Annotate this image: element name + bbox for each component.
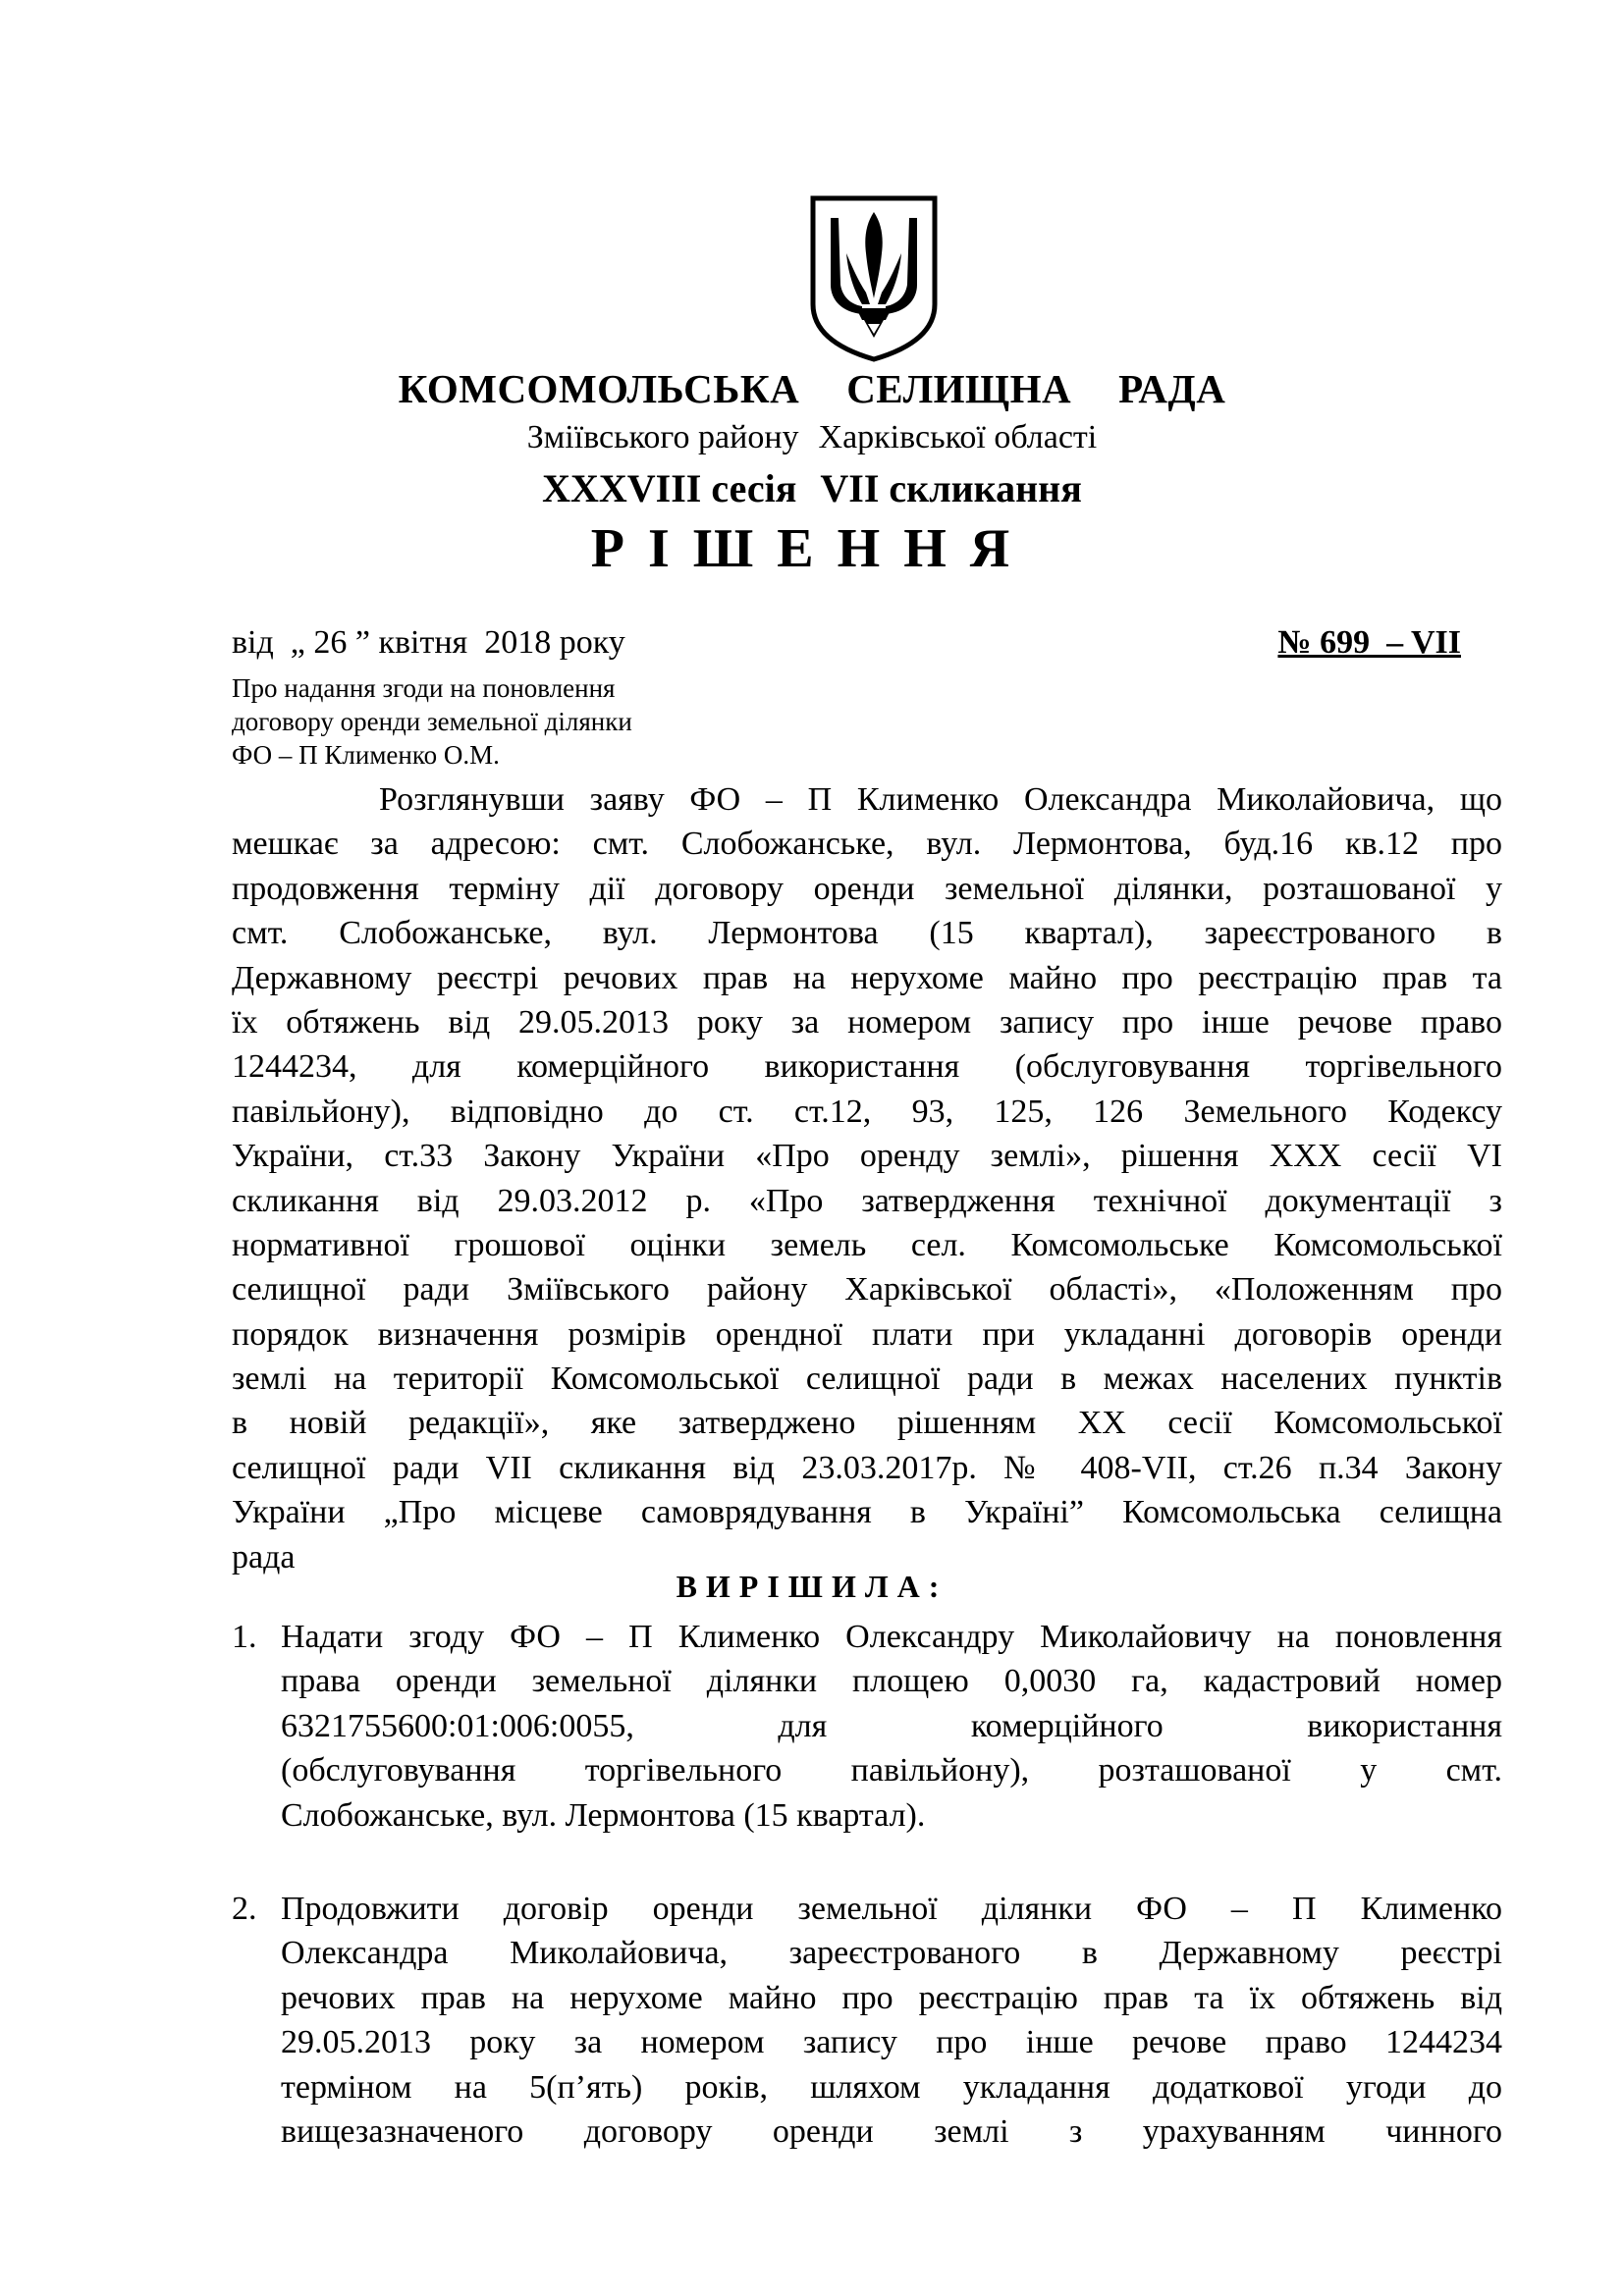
preamble-line: 1244234, для комерційного використання (обслуговування торгівельного	[232, 1048, 1502, 1086]
resolution-item	[232, 1615, 1502, 1838]
subject-line: договору оренди земельної ділянки	[232, 707, 632, 736]
item-line: 6321755600:01:006:0055, для комерційного використання	[281, 1707, 1502, 1744]
preamble-line: селищної ради VII скликання від 23.03.2017р. № 408-VII, ст.26 п.34 Закону	[232, 1449, 1502, 1486]
preamble-line: рада	[232, 1538, 296, 1575]
date-number-row	[232, 624, 1461, 667]
item-line: речових прав на нерухоме майно про реєстрацію прав та їх обтяжень від	[281, 1979, 1502, 2016]
preamble-line: нормативної грошової оцінки земель сел. Комсомольське Комсомольської	[232, 1226, 1502, 1263]
convocation: VII скликання	[820, 466, 1082, 510]
preamble-paragraph	[232, 777, 1502, 1579]
decision-subject	[232, 671, 632, 772]
preamble-line: павільйону), відповідно до ст. ст.12, 93, 125, 126 Земельного Кодексу	[232, 1093, 1502, 1130]
council-name-word-1: КОМСОМОЛЬСЬКА	[398, 366, 800, 411]
district-region-line	[0, 419, 1624, 456]
decision-number: № 699 – VII	[1277, 624, 1461, 661]
preamble-line: смт. Слобожанське, вул. Лермонтова (15 квартал), зареєстрованого в	[232, 915, 1502, 952]
preamble-line: Державному реєстрі речових прав на нерухоме майно про реєстрацію прав та	[232, 959, 1502, 996]
preamble-line: порядок визначення розмірів орендної плати при укладанні договорів оренди	[232, 1315, 1502, 1353]
coat-of-arms-icon	[807, 194, 941, 363]
region: Харківської області	[818, 419, 1098, 455]
item-line: вищезазначеного договору оренди землі з урахуванням чинного	[281, 2112, 1502, 2150]
item-line: Надати згоду ФО – П Клименко Олександру Миколайовичу на поновлення	[281, 1619, 1502, 1655]
district: Зміївського району	[526, 419, 799, 455]
decision-date: від „ 26 ” квітня 2018 року	[232, 624, 625, 661]
resolution-item	[232, 1887, 1502, 2154]
item-line: (обслуговування торгівельного павільйону), розташованої у смт.	[281, 1752, 1502, 1789]
council-name-word-2: СЕЛИЩНА	[846, 366, 1072, 411]
document-title: РІШЕННЯ	[590, 518, 1034, 579]
council-name-word-3: РАДА	[1118, 366, 1226, 411]
preamble-line: селищної ради Зміївського району Харківської області», «Положенням про	[232, 1271, 1502, 1308]
preamble-line: Розглянувши заяву ФО – П Клименко Олександра Миколайовича, що	[379, 781, 1502, 818]
preamble-line: України, ст.33 Закону України «Про оренду землі», рішення XXX сесії VI	[232, 1138, 1502, 1175]
subject-line: Про надання згоди на поновлення	[232, 673, 616, 703]
council-name	[0, 365, 1624, 412]
item-number: 1.	[232, 1619, 257, 1655]
preamble-line: в новій редакції», яке затверджено рішенням XX сесії Комсомольської	[232, 1405, 1502, 1442]
session-line	[0, 465, 1624, 511]
preamble-line: України „Про місцеве самоврядування в Україні” Комсомольська селищна	[232, 1494, 1502, 1531]
resolved-heading: ВИРІШИЛА:	[676, 1569, 948, 1604]
item-line: Олександра Миколайовича, зареєстрованого в Державному реєстрі	[281, 1935, 1502, 1972]
preamble-line: мешкає за адресою: смт. Слобожанське, вул. Лермонтова, буд.16 кв.12 про	[232, 826, 1502, 863]
preamble-line: продовження терміну дії договору оренди земельної ділянки, розташованої у	[232, 870, 1502, 907]
item-line: Продовжити договір оренди земельної ділянки ФО – П Клименко	[281, 1891, 1502, 1927]
preamble-line: скликання від 29.03.2012 р. «Про затвердження технічної документації з	[232, 1182, 1502, 1219]
item-line: права оренди земельної ділянки площею 0,0030 га, кадастровий номер	[281, 1663, 1502, 1700]
subject-line: ФО – П Клименко О.М.	[232, 740, 500, 770]
item-number: 2.	[232, 1891, 257, 1927]
item-line: терміном на 5(п’ять) років, шляхом укладання додаткової угоди до	[281, 2068, 1502, 2106]
item-line: 29.05.2013 року за номером запису про інше речове право 1244234	[281, 2024, 1502, 2061]
preamble-line: землі на території Комсомольської селищної ради в межах населених пунктів	[232, 1361, 1502, 1398]
session: XXXVIII сесія	[542, 466, 797, 510]
preamble-line: їх обтяжень від 29.05.2013 року за номером запису про інше речове право	[232, 1003, 1502, 1041]
item-line: Слобожанське, вул. Лермонтова (15 квартал).	[281, 1796, 926, 1834]
